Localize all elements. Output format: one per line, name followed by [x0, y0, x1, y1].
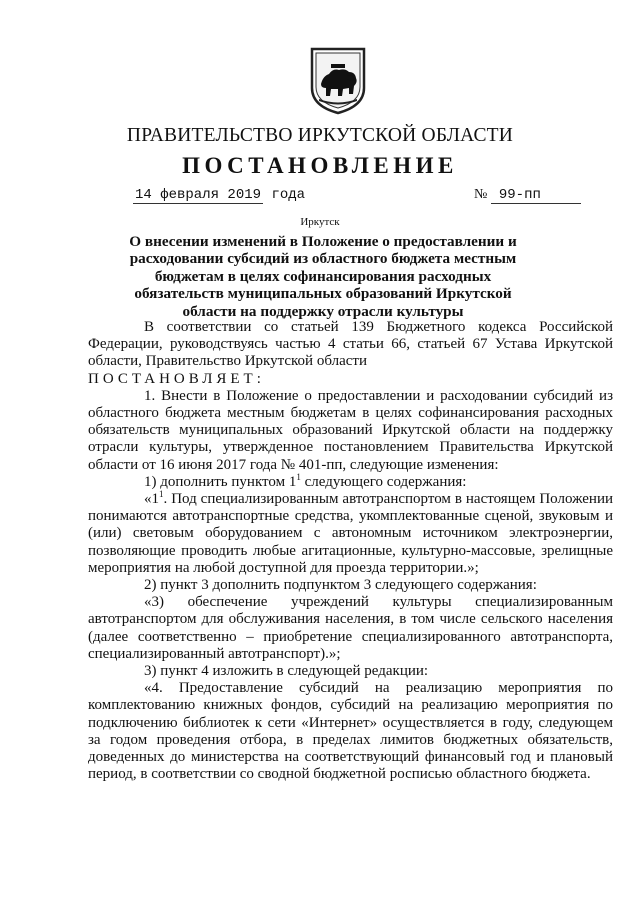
government-name: ПРАВИТЕЛЬСТВО ИРКУТСКОЙ ОБЛАСТИ [126, 125, 514, 146]
subitem-2-paragraph: 2) пункт 3 дополнить подпунктом 3 следующего содержания: [144, 577, 537, 594]
date-value: 14 февраля 2019 [135, 187, 262, 203]
resolves-line: ПОСТАНОВЛЯЕТ: [88, 370, 265, 387]
city-name: Иркутск [300, 216, 340, 228]
preamble-paragraph: В соответствии со статьей 139 Бюджетного кодекса Российской Федерации, руководствуясь частью 4 статьи 66, статьей 67 Устава Иркутской области, Правительство Иркутской области [88, 319, 613, 370]
subitem-1-sup: 1 [296, 471, 301, 482]
document-date [133, 187, 305, 203]
document-body [88, 319, 613, 783]
subitem-1-text-a: 1) дополнить пунктом 1 [144, 473, 297, 490]
quote-1-text-b: . Под специализированным автотранспортом в настоящем Положении понимаются автотранспортные средства, укомплектованные сценой, звуковым и (или) световым оборудованием с автономным источником электроэнергии, позволяющие проводить любые агитационные, культурно-массовые, зрелищные мероприятия на любой доступной для проезда территории.»; [88, 491, 613, 576]
quote-2-paragraph: «3) обеспечение учреждений культуры специализированным автотранспортом для обслуживания населения, в том числе сельского населения (далее соответственно – приобретение специализированного автотранспорта, специализированный автотранспорт).»; [88, 594, 613, 662]
item-1-paragraph: 1. Внести в Положение о предоставлении и расходовании субсидий из областного бюджета местным бюджетам в целях софинансирования расходных обязательств муниципальных образований Иркутской области на поддержку отрасли культуры, утвержденное постановлением Правительства Иркутской области от 16 июня 2017 года № 401-пп, следующие изменения: [88, 387, 613, 473]
subitem-3-paragraph: 3) пункт 4 изложить в следующей редакции: [144, 663, 429, 680]
document-type-title: ПОСТАНОВЛЕНИЕ [182, 153, 458, 178]
date-year-word: года [271, 187, 306, 203]
subitem-1-paragraph [88, 471, 613, 491]
document-number [474, 187, 581, 204]
quote-3-paragraph: «4. Предоставление субсидий на реализацию мероприятия по комплектованию книжных фондов, субсидий на реализацию мероприятия по подключению библиотек к сети «Интернет» осуществляется в году, следующем за годом проведения отбора, в пределах лимитов бюджетных обязательств, доведенных до министерства на соответствующий финансовый год и плановый период, в соответствии со сводной бюджетной росписью областного бюджета. [88, 680, 613, 783]
coat-of-arms-emblem [309, 46, 367, 116]
document-heading: О внесении изменений в Положение о предоставлении и расходовании субсидий из областного бюджета местным бюджетам в целях софинансирования расходных обязательств муниципальных образований Иркутской области на поддержку отрасли культуры [129, 233, 517, 320]
quote-1-paragraph [88, 491, 613, 577]
quote-1-text-a: «1 [144, 491, 159, 508]
number-sign: № [474, 187, 488, 202]
quote-1-sup: 1 [159, 489, 164, 500]
subitem-1-text-b: следующего содержания: [300, 473, 467, 490]
number-value: 99-пп [491, 187, 581, 204]
